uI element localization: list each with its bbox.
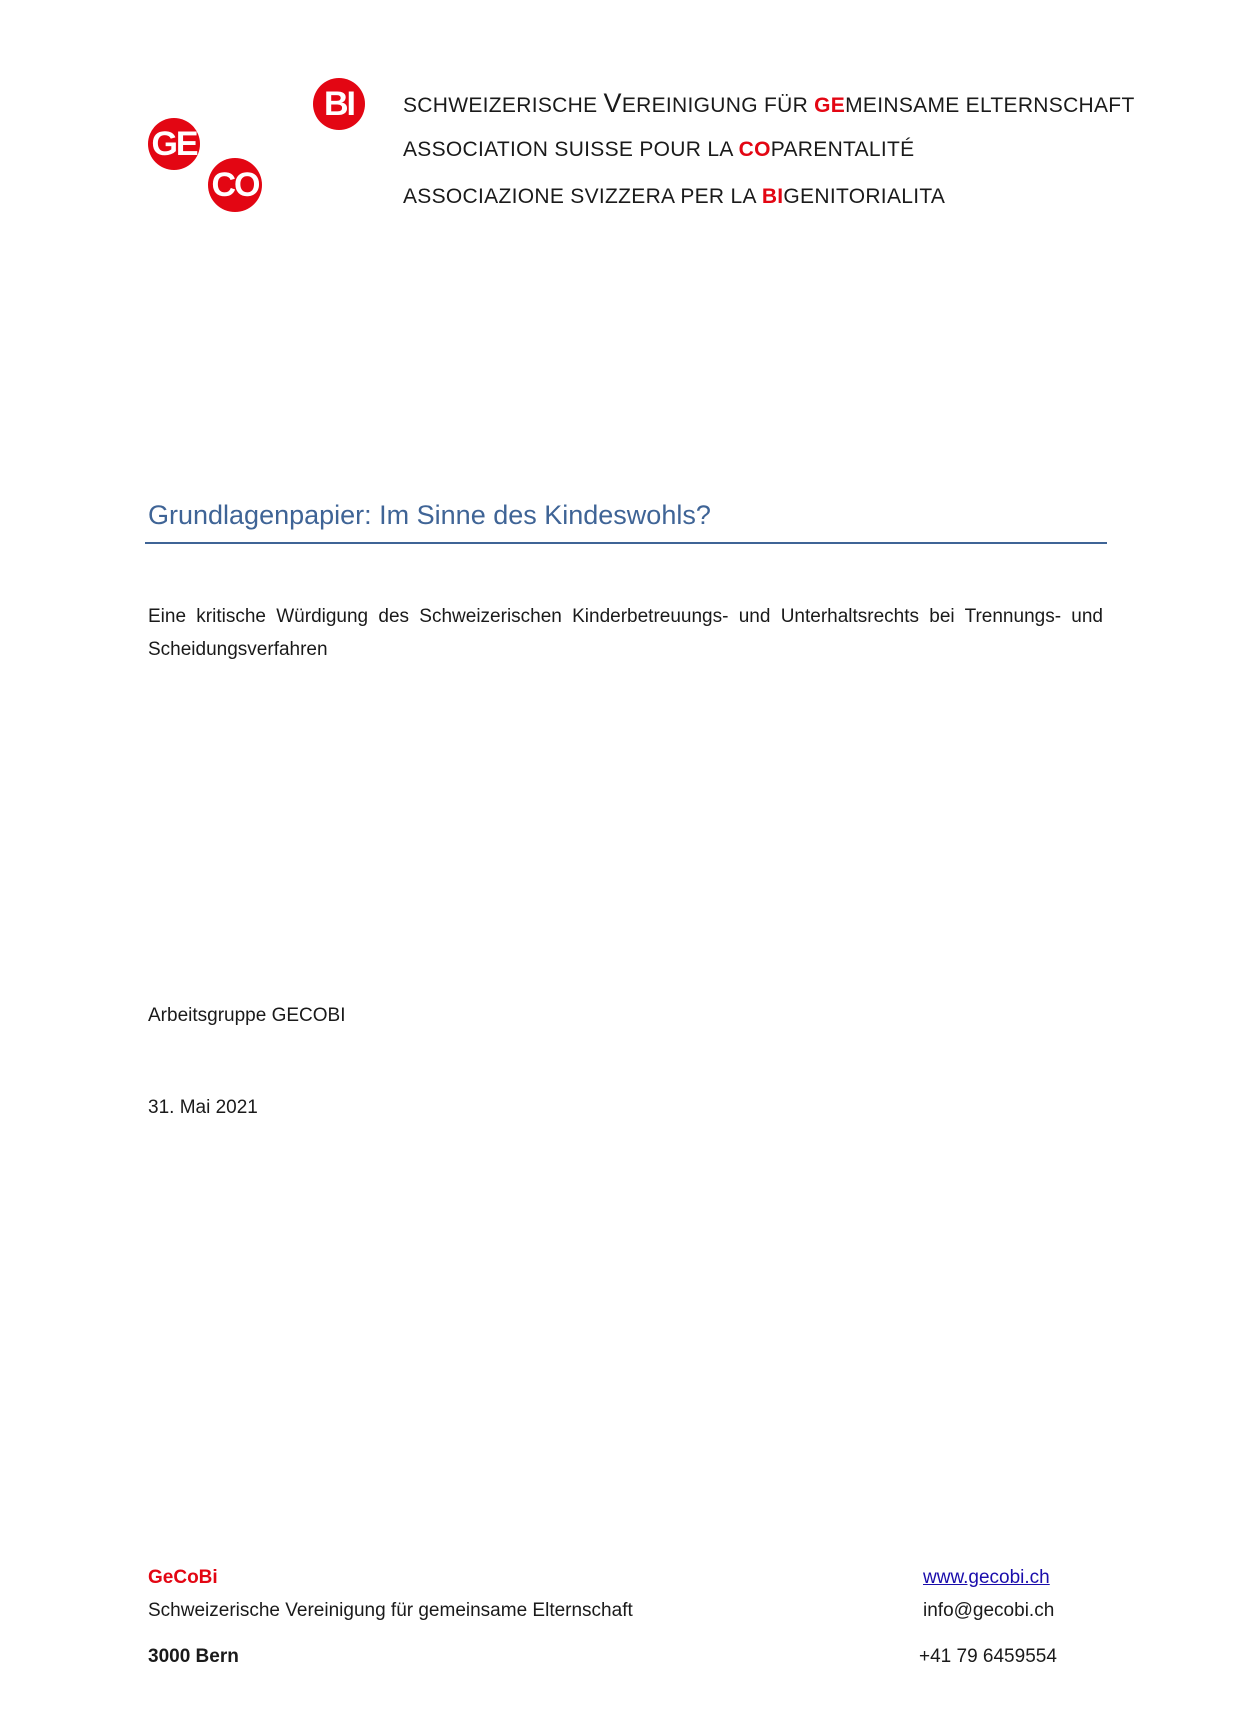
header-de-v: V [603, 88, 622, 118]
association-names [403, 88, 1135, 229]
header-de-highlight: GE [814, 94, 846, 117]
header-fr-highlight: CO [738, 138, 771, 161]
header-de-mid: EREINIGUNG FÜR [621, 94, 815, 117]
logo-text-ge: GE [151, 124, 197, 163]
header-fr-pre: ASSOCIATION SUISSE POUR LA [403, 138, 739, 161]
document-date: 31. Mai 2021 [148, 1097, 258, 1118]
header-line-it [403, 182, 1103, 229]
gecobi-logo [148, 78, 368, 218]
header-it-post: GENITORIALITA [783, 185, 946, 208]
header-de-pre: SCHWEIZERISCHE [403, 94, 604, 117]
header-de-post: MEINSAME ELTERNSCHAFT [845, 94, 1135, 117]
footer-phone: +41 79 6459554 [919, 1646, 1057, 1667]
footer-email: info@gecobi.ch [923, 1600, 1055, 1621]
header-it-pre: ASSOCIAZIONE SVIZZERA PER LA [403, 185, 762, 208]
header-it-highlight: BI [761, 185, 784, 208]
workgroup: Arbeitsgruppe GECOBI [148, 1005, 346, 1026]
logo-circle-co [208, 158, 262, 212]
footer-city: 3000 Bern [148, 1646, 239, 1667]
logo-circle-ge [148, 118, 200, 170]
header-fr-post: PARENTALITÉ [770, 138, 915, 161]
footer-name: GeCoBi [148, 1567, 218, 1588]
title-divider [145, 542, 1107, 544]
header-line-fr [403, 135, 1103, 182]
footer-org: Schweizerische Vereinigung für gemeinsame Elternschaft [148, 1600, 633, 1621]
document-subtitle: Eine kritische Würdigung des Schweizerischen Kinderbetreuungs- und Unterhaltsrechts bei Trennungs- und Scheidungsverfahren [148, 606, 1103, 660]
logo-circle-bi [313, 78, 365, 130]
document-title: Grundlagenpapier: Im Sinne des Kindeswohls? [148, 500, 711, 530]
logo-text-bi: BI [324, 84, 354, 123]
footer-website-link[interactable]: www.gecobi.ch [923, 1567, 1050, 1588]
logo-text-co: CO [211, 165, 259, 204]
header-line-de [403, 88, 1135, 135]
